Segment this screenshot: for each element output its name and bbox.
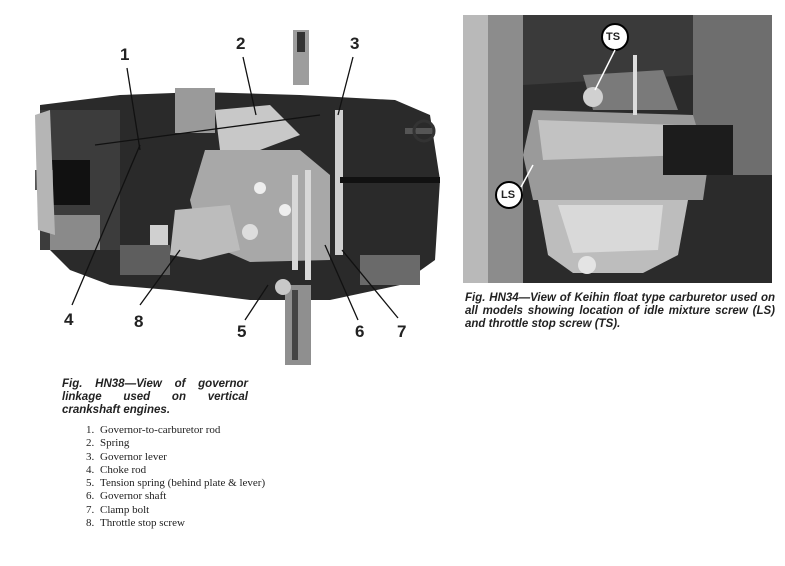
figure-hn34-caption: Fig. HN34—View of Keihin float type carburetor used on all models showing location of idle mixture screw (LS) and throttle stop screw (TS).	[465, 292, 775, 330]
legend-item-3: 3. Governor lever	[86, 450, 167, 463]
label-ts: TS	[606, 31, 621, 43]
keihin-carburetor-photo	[463, 15, 772, 283]
legend-item-7: 7. Clamp bolt	[86, 503, 150, 516]
legend-item-1: 1. Governor-to-carburetor rod	[86, 424, 221, 436]
legend-item-4: 4. Choke rod	[86, 463, 147, 476]
callout-6: 6	[355, 322, 365, 341]
callout-8: 8	[134, 312, 144, 331]
label-ls: LS	[501, 189, 516, 201]
callout-2: 2	[236, 34, 246, 53]
callout-5: 5	[237, 322, 247, 341]
callout-7: 7	[397, 322, 407, 341]
callout-4: 4	[64, 310, 74, 329]
legend-item-5: 5. Tension spring (behind plate & lever)	[86, 477, 266, 490]
figure-hn38-caption: Fig. HN38—View of governor linkage used on vertical crankshaft engines.	[62, 378, 248, 416]
legend-item-8: 8. Throttle stop screw	[86, 517, 185, 530]
callout-1: 1	[120, 45, 130, 64]
callout-3: 3	[350, 34, 360, 53]
parts-legend	[80, 424, 280, 530]
legend-item-6: 6. Governor shaft	[86, 490, 167, 503]
clipped-heading-fragment	[565, 0, 570, 10]
legend-item-2: 2. Spring	[86, 437, 130, 450]
